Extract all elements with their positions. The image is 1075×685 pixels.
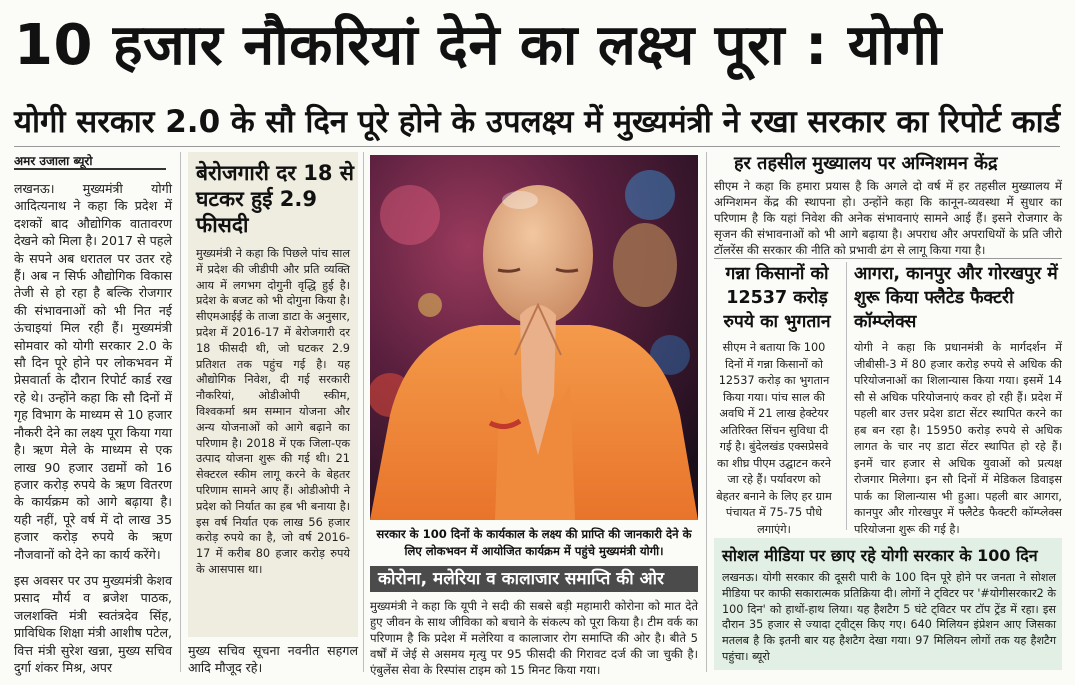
column-divider bbox=[706, 152, 707, 672]
column-divider bbox=[363, 152, 364, 672]
main-story-body-continued: इस अवसर पर उप मुख्यमंत्री केशव प्रसाद मौर्य व ब्रजेश पाठक, जलशक्ति मंत्री स्वतंत्रदेव सिंह, प्राविधिक शिक्षा मंत्री आशीष पटेल, वित्त मंत्री सुरेश खन्ना, मुख्य सचिव दुर्गा शंकर मिश्र, अपर bbox=[14, 573, 172, 676]
social-heading: सोशल मीडिया पर छाए रहे योगी सरकार के 100 दिन bbox=[722, 546, 1038, 565]
fire-body: सीएम ने कहा कि हमारा प्रयास है कि अगले दो वर्ष में हर तहसील मुख्यालय में अग्निशमन केंद्र की स्थापना हो। उन्होंने कहा कि कानून-व्यवस्था में सुधार का परिणाम है कि यहां निवेश की अनेक संभावनाएं सामने आई हैं। इसने रोजगार के सृजन की संभावनाओं को भी आगे बढ़ाया है। अपराध और अपराधियों के प्रति जीरो टॉलरेंस की सरकार की नीति को प्रभावी ढंग से लागू किया गया है। bbox=[714, 179, 1062, 257]
section-divider bbox=[714, 258, 1062, 259]
photo-caption: सरकार के 100 दिनों के कार्यकाल के लक्ष्य की प्राप्ति की जानकारी देने के लिए लोकभवन में आयोजित कार्यक्रम में पहुंचे मुख्यमंत्री योगी। bbox=[376, 527, 692, 558]
flatted-body: योगी ने कहा कि प्रधानमंत्री के मार्गदर्शन में जीबीसी-3 में 80 हजार करोड़ रुपये से अधिक की परियोजनाओं का शिलान्यास किया गया। इसमें 14 सौ से अधिक परियोजनाएं कवर हो रही हैं। प्रदेश में पहली बार उत्तर प्रदेश डाटा सेंटर स्थापित करने का हब बन रहा है। 15950 करोड़ रुपये से अधिक लागत के चार नए डाटा सेंटर स्थापित हो रहे हैं। इनमें चार हजार से अधिक युवाओं को प्रत्यक्ष रोजगार मिलेगा। इन सौ दिनों में मेडिकल डिवाइस पार्क का शिलान्यास भी हुआ। पहली बार आगरा, कानपुर और गोरखपुर में फ्लैटेड फैक्टरी कॉम्प्लेक्स परियोजना शुरू की गई है। bbox=[854, 341, 1062, 536]
headline: 10 हजार नौकरियां देने का लक्ष्य पूरा : योगी bbox=[14, 13, 942, 78]
sidebar-footer: मुख्य सचिव सूचना नवनीत सहगल आदि मौजूद रहे। bbox=[188, 643, 358, 676]
column-divider bbox=[846, 262, 847, 530]
column-divider bbox=[180, 152, 181, 672]
sugarcane-body: सीएम ने बताया कि 100 दिनों में गन्ना किसानों को 12537 करोड़ का भुगतान किया गया। पांच साल की अवधि में 21 लाख हेक्टेयर अतिरिक्त सिंचन सुविधा दी गई है। बुंदेलखंड एक्सप्रेसवे का शीघ्र पीएम उद्घाटन करने जा रहे हैं। पर्यावरण को बेहतर बनाने के लिए हर ग्राम पंचायत में 75-75 पौधे लगाएंगे। bbox=[716, 341, 832, 536]
main-story-body: लखनऊ। मुख्यमंत्री योगी आदित्यनाथ ने कहा कि प्रदेश में दशकों बाद औद्योगिक वातावरण देखने को मिला है। 2017 से पहले के सपने अब धरातल पर उतर रहे हैं। अब न सिर्फ औद्योगिक विकास तेजी से हो रहा है बल्कि रोजगार की संभावनाओं को भी नित नई ऊंचाइयां मिल रही हैं। मुख्यमंत्री सोमवार को योगी सरकार 2.0 के सौ दिन पूरे होने पर लोकभवन में प्रेसवार्ता के दौरान रिपोर्ट कार्ड रख रहे थे। उन्होंने कहा कि सौ दिनों में गृह विभाग के माध्यम से 10 हजार नौकरी देने का लक्ष्य पूरा किया गया है। ऋण मेले के माध्यम से एक लाख 90 हजार उद्यमों को 16 हजार करोड़ रुपये के ऋण वितरण के कार्यक्रम को आगे बढ़ाया है। यही नहीं, पूरे वर्ष में दो लाख 35 हजार करोड़ रुपये के ऋण नौजवानों को देने का कार्य करेंगे। bbox=[14, 181, 172, 562]
social-body: लखनऊ। योगी सरकार की दूसरी पारी के 100 दिन पूरे होने पर जनता ने सोशल मीडिया पर काफी सकारात्मक प्रतिक्रिया दी। लोगों ने ट्विटर पर '#योगीसरकार2 के 100 दिन' को हाथों-हाथ लिया। यह हैशटैग 5 घंटे ट्विटर पर टॉप ट्रेंड में रहा। इस दौरान 35 हजार से ज्यादा ट्वीट्स किए गए। 640 मिलियन इंप्रेशन आए जिसका मतलब है कि इतनी बार यह हैशटैग देखा गया। 97 मिलियन लोगों तक यह हैशटैग पहुंचा। ब्यूरो bbox=[722, 571, 1056, 663]
byline: अमर उजाला ब्यूरो bbox=[14, 154, 93, 168]
fire-heading: हर तहसील मुख्यालय पर अग्निशमन केंद्र bbox=[734, 153, 998, 174]
sidebar-heading: बेरोजगारी दर 18 से घटकर हुई 2.9 फीसदी bbox=[196, 161, 354, 237]
corona-body: मुख्यमंत्री ने कहा कि यूपी ने सदी की सबसे बड़ी महामारी कोरोना को मात देते हुए जीवन के साथ जीविका को बचाने के संकल्प को पूरा किया है। टीम वर्क का परिणाम है कि प्रदेश में मलेरिया व कालाजार रोग समाप्ति की ओर है। बीते 5 वर्षों में जेई से असमय मृत्यु पर 95 फीसदी की गिरावट दर्ज की जा चुकी है। एंबुलेंस सेवा के रिस्पांस टाइम को 15 मिनट किया गया। bbox=[370, 599, 698, 677]
sugarcane-heading: गन्ना किसानों को 12537 करोड़ रुपये का भुगतान bbox=[723, 264, 831, 332]
sidebar-body: मुख्यमंत्री ने कहा कि पिछले पांच साल में प्रदेश की जीडीपी और प्रति व्यक्ति आय में लगभग दोगुनी वृद्धि हुई है। प्रदेश के बजट को भी दोगुना किया है। सीएमआईई के ताजा डाटा के अनुसार, प्रदेश में 2016-17 में बेरोजगारी दर 18 फीसदी थी, जो घटकर 2.9 प्रतिशत तक पहुंच गई है। यह औद्योगिक निवेश, दी गई सरकारी नौकरियां, ओडीओपी स्कीम, विश्वकर्मा श्रम सम्मान योजना और अन्य योजनाओं को आगे बढ़ाने का परिणाम है। 2018 में एक जिला-एक उत्पाद योजना शुरू की गई थी। 21 सेक्टरल स्कीम लागू करने के बेहतर परिणाम सामने आए हैं। ओडीओपी ने प्रदेश को निर्यात का हब भी बनाया है। इस वर्ष निर्यात एक लाख 56 हजार करोड़ रुपये का है, जो वर्ष 2016-17 में करीब 80 हजार करोड़ रुपये के आसपास था। bbox=[196, 247, 350, 576]
flatted-heading: आगरा, कानपुर और गोरखपुर में शुरू किया फ्लैटेड फैक्टरी कॉम्प्लेक्स bbox=[854, 264, 1058, 332]
header-divider bbox=[14, 146, 1060, 147]
byline-rule bbox=[14, 168, 166, 170]
chief-minister-photo bbox=[370, 155, 698, 520]
corona-heading: कोरोना, मलेरिया व कालाजार समाप्ति की ओर bbox=[370, 566, 698, 592]
photo-illustration bbox=[370, 155, 698, 520]
subheadline: योगी सरकार 2.0 के सौ दिन पूरे होने के उपलक्ष्य में मुख्यमंत्री ने रखा सरकार का रिपोर्ट कार्ड bbox=[14, 104, 1061, 140]
